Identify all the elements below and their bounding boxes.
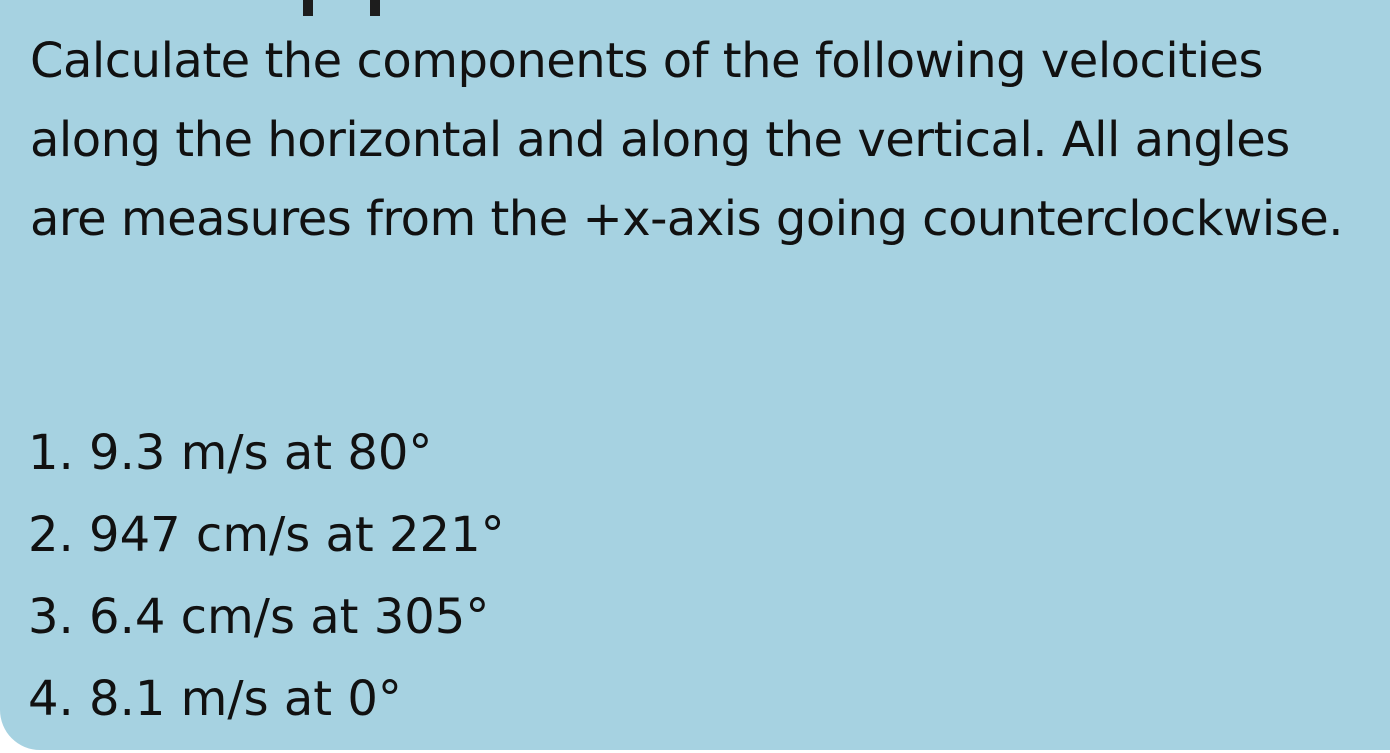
top-edge-mark-left [303,0,313,16]
problem-item-2: 2. 947 cm/s at 221° [28,507,505,563]
top-edge-mark-right [370,0,380,16]
problem-item-1: 1. 9.3 m/s at 80° [28,425,433,481]
problem-list [28,412,505,740]
problem-item-4: 4. 8.1 m/s at 0° [28,671,402,727]
instructions-text: Calculate the components of the following velocities along the horizontal and along the vertical. All angles are measures from the +x-axis going counterclockwise. [30,33,1343,247]
problem-item-3: 3. 6.4 cm/s at 305° [28,589,490,645]
